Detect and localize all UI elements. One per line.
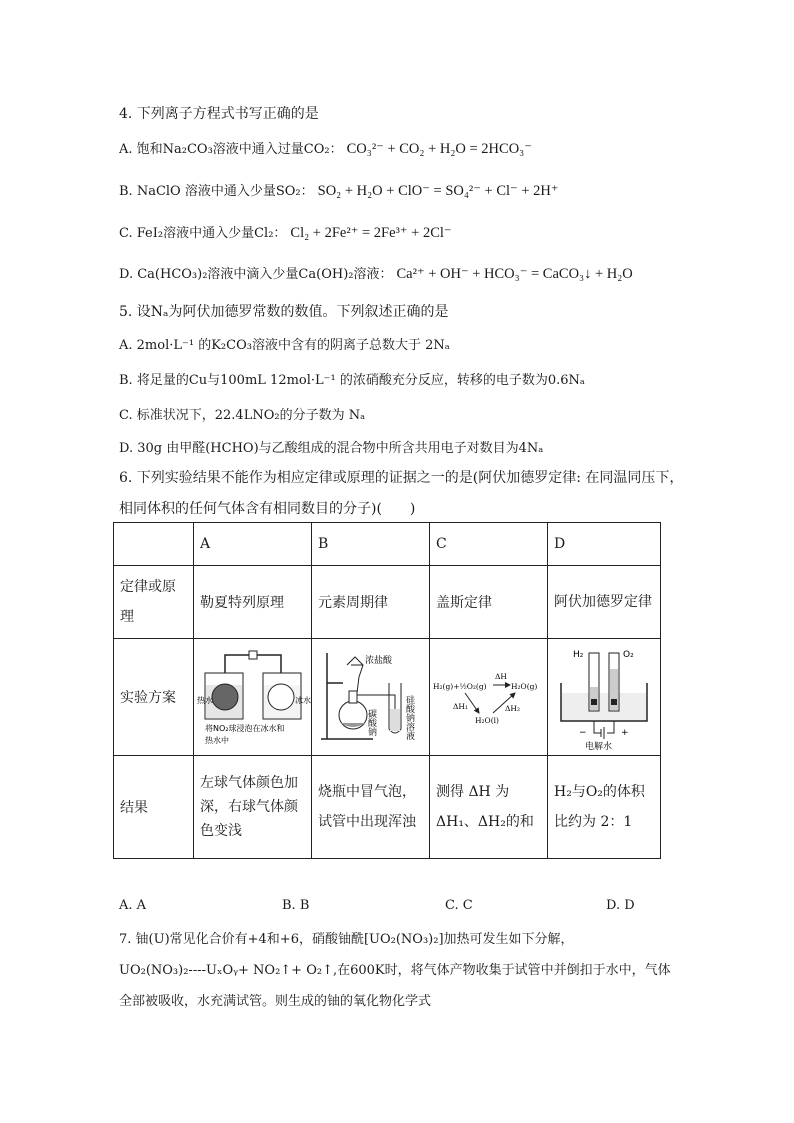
q4-b-equation: SO₂ + H₂O + ClO⁻ = SO₄²⁻ + Cl⁻ + 2H⁺ — [317, 183, 559, 199]
table-cell-fig-a — [194, 639, 312, 756]
table-cell-law-b: 元素周期律 — [312, 566, 430, 639]
table-cell-result-d: H₂与O₂的体积比约为 2：1 — [548, 756, 661, 859]
table-header-row — [114, 523, 661, 566]
acid-strength-figure — [313, 643, 429, 751]
fig-a-caption-1: 将NO₂球浸泡在冰水和 — [204, 724, 284, 733]
fig-a-caption-2: 热水中 — [204, 736, 229, 745]
table-cell-result-c: 测得 ΔH 为 ΔH₁、ΔH₂的和 — [430, 756, 548, 859]
q4-d-label: D. Ca(HCO₃)₂溶液中滴入少量Ca(OH)₂溶液： — [119, 267, 393, 282]
fig-d-h2: H₂ — [573, 650, 584, 660]
hess-law-figure — [431, 643, 547, 751]
no2-flask-figure — [195, 643, 311, 751]
svg-text:+: + — [621, 728, 629, 738]
fig-b-label-hcl: 浓盐酸 — [364, 656, 392, 666]
q7-line3: 全部被吸收，水充满试管。则生成的铀的氧化物化学式 — [119, 994, 432, 1009]
q6-choice-c: C. C — [445, 898, 473, 913]
table-cell-law-d: 阿伏加德罗定律 — [548, 566, 661, 639]
q7-line2: UO₂(NO₃)₂----UₓOᵧ+ NO₂↑+ O₂↑,在600K时，将气体产物收集于试管中并倒扣于水中，气体 — [119, 963, 671, 978]
fig-c-start: H₂(g)+½O₂(g) — [432, 682, 487, 691]
q4-option-a — [119, 138, 532, 158]
fig-c-end: H₂O(g) — [510, 682, 537, 691]
fig-a-left-label: 热水 — [196, 696, 213, 705]
q5-option-a: A. 2mol·L⁻¹ 的K₂CO₃溶液中含有的阴离子总数大于 2Nₐ — [119, 338, 450, 353]
table-cell-law-a: 勒夏特列原理 — [194, 566, 312, 639]
q6-choice-b: B. B — [282, 898, 310, 913]
q4-option-b — [119, 180, 559, 200]
q5-title: 5. 设Nₐ为阿伏加德罗常数的数值。下列叙述正确的是 — [119, 304, 449, 320]
table-cell-experiment-label: 实验方案 — [114, 639, 194, 756]
q4-option-c — [119, 222, 452, 242]
q5-option-c: C. 标准状况下，22.4LNO₂的分子数为 Nₐ — [119, 408, 366, 423]
q4-c-label: C. FeI₂溶液中通入少量Cl₂： — [119, 226, 287, 241]
q4-b-label: B. NaClO 溶液中通入少量SO₂： — [119, 184, 314, 199]
q7-line1: 7. 铀(U)常见化合价有+4和+6，硝酸铀酰[UO₂(NO₃)₂]加热可发生如下分解， — [119, 932, 574, 947]
fig-c-dh2: ΔH₂ — [504, 704, 520, 713]
fig-d-caption: 电解水 — [585, 742, 613, 751]
electrolysis-figure — [549, 643, 659, 751]
table-cell-law-c: 盖斯定律 — [430, 566, 548, 639]
table-cell-fig-b — [312, 639, 430, 756]
table-cell — [114, 523, 194, 566]
fig-c-dh1: ΔH₁ — [452, 702, 468, 711]
table-header-c: C — [430, 523, 548, 566]
q4-title: 4. 下列离子方程式书写正确的是 — [119, 106, 319, 122]
q4-c-equation: Cl₂ + 2Fe²⁺ = 2Fe³⁺ + 2Cl⁻ — [290, 225, 452, 241]
table-header-a: A — [194, 523, 312, 566]
fig-b-label-silicate: 硅酸钠溶液 — [403, 695, 414, 740]
q4-d-equation: Ca²⁺ + OH⁻ + HCO₃⁻ = CaCO₃↓ + H₂O — [396, 266, 633, 282]
table-row-result — [114, 756, 661, 859]
q4-a-label: A. 饱和Na₂CO₃溶液中通入过量CO₂： — [119, 142, 343, 157]
table-cell-result-label: 结果 — [114, 756, 194, 859]
table-header-d: D — [548, 523, 661, 566]
q6-choice-a: A. A — [119, 898, 147, 913]
svg-text:−: − — [579, 728, 587, 738]
table-row-law — [114, 566, 661, 639]
q5-option-b: B. 将足量的Cu与100mL 12mol·L⁻¹ 的浓硝酸充分反应，转移的电子数为0.6Nₐ — [119, 373, 585, 388]
q6-choice-d: D. D — [606, 898, 635, 913]
table-cell-law-label: 定律或原理 — [114, 566, 194, 639]
table-row-experiment — [114, 639, 661, 756]
fig-b-label-carbonate: 碳酸钠 — [365, 709, 376, 736]
fig-c-dh: ΔH — [494, 672, 507, 681]
q4-a-equation: CO₃²⁻ + CO₂ + H₂O = 2HCO₃⁻ — [346, 141, 532, 157]
q6-title-line1: 6. 下列实验结果不能作为相应定律或原理的证据之一的是(阿伏加德罗定律: 在同温同压下， — [119, 470, 684, 486]
q6-table — [113, 522, 661, 859]
fig-c-mid: H₂O(l) — [474, 716, 499, 725]
fig-d-o2: O₂ — [623, 650, 634, 660]
fig-a-right-label: 冰水 — [294, 696, 311, 705]
table-header-b: B — [312, 523, 430, 566]
table-cell-fig-d — [548, 639, 661, 756]
table-cell-result-b: 烧瓶中冒气泡，试管中出现浑浊 — [312, 756, 430, 859]
table-cell-result-a: 左球气体颜色加深，右球气体颜色变浅 — [194, 756, 312, 859]
q4-option-d — [119, 263, 633, 283]
q5-option-d: D. 30g 由甲醛(HCHO)与乙酸组成的混合物中所含共用电子对数目为4Nₐ — [119, 441, 544, 456]
q6-title-line2: 相同体积的任何气体含有相同数目的分子)( ) — [119, 501, 416, 517]
table-cell-fig-c — [430, 639, 548, 756]
